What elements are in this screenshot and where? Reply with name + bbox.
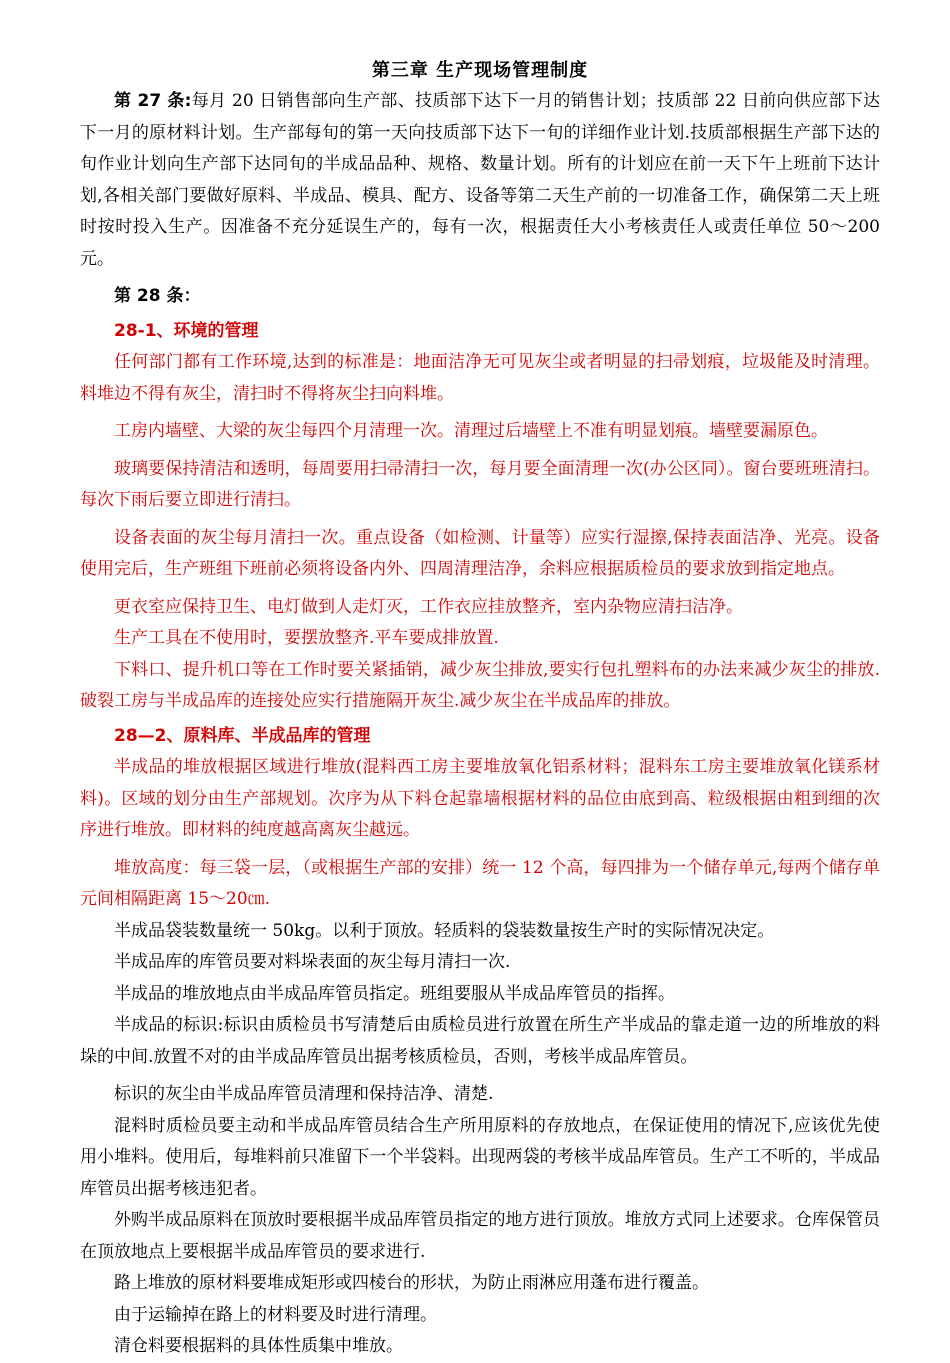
section-28-1-para: 生产工具在不使用时，要摆放整齐.平车要成排放置. xyxy=(114,628,499,648)
section-28-1-para: 玻璃要保持清洁和透明，每周要用扫帚清扫一次，每月要全面清理一次(办公区同）。窗台要班班清扫。每次下雨后要立即进行清扫。 xyxy=(80,458,880,510)
article-27-text: 每月 20 日销售部向生产部、技质部下达下一月的销售计划；技质部 22 日前向供应部下达下一月的原材料计划。生产部每旬的第一天向技质部下达下一旬的详细作业计划.技质部根据生产部下达的旬作业计划向生产部下达同旬的半成品品种、规格、数量计划。所有的计划应在前一天下午上班前下达计划,各相关部门要做好原料、半成品、模具、配方、设备等第二天生产前的一切准备工作，确保第二天上班时按时投入生产。因准备不充分延误生产的，每有一次，根据责任大小考核责任人或责任单位 50～200 元。 xyxy=(80,91,880,269)
section-28-2-para: 路上堆放的原材料要堆成矩形或四棱台的形状，为防止雨淋应用蓬布进行覆盖。 xyxy=(114,1273,709,1293)
section-28-2-heading: 28—2、原料库、半成品库的管理 xyxy=(114,725,371,746)
article-28-label: 第 28 条： xyxy=(114,286,201,306)
article-28 xyxy=(80,281,880,313)
section-28-2-para: 混料时质检员要主动和半成品库管员结合生产所用原料的存放地点，在保证使用的情况下,应该优先使用小堆料。使用后，每堆料前只准留下一个半袋料。出现两袋的考核半成品库管员。生产工不听的，半成品库管员出据考核违犯者。 xyxy=(80,1115,880,1199)
document-page xyxy=(80,56,880,1363)
section-28-2-para: 堆放高度：每三袋一层，（或根据生产部的安排）统一 12 个高，每四排为一个储存单元,每两个储存单元间相隔距离 15～20㎝. xyxy=(80,857,880,909)
section-28-2-para: 半成品袋装数量统一 50kg。以利于顶放。轻质料的袋装数量按生产时的实际情况决定。 xyxy=(114,920,775,941)
section-28-1-para: 更衣室应保持卫生、电灯做到人走灯灭，工作衣应挂放整齐，室内杂物应清扫洁净。 xyxy=(114,596,743,617)
chapter-title: 第三章 生产现场管理制度 xyxy=(371,60,589,81)
section-28-2-para: 外购半成品原料在顶放时要根据半成品库管员指定的地方进行顶放。堆放方式同上述要求。仓库保管员在顶放地点上要根据半成品库管员的要求进行. xyxy=(80,1210,880,1262)
section-28-1-para: 工房内墙壁、大梁的灰尘每四个月清理一次。清理过后墙壁上不准有明显划痕。墙壁要漏原色。 xyxy=(114,421,828,441)
section-28-2-para: 标识的灰尘由半成品库管员清理和保持洁净、清楚. xyxy=(114,1084,494,1104)
section-28-1-para: 设备表面的灰尘每月清扫一次。重点设备（如检测、计量等）应实行湿擦,保持表面洁净、光亮。设备使用完后，生产班组下班前必须将设备内外、四周清理洁净，余料应根据质检员的要求放到指定地点。 xyxy=(80,527,880,579)
section-28-1-para: 下料口、提升机口等在工作时要关紧插销，减少灰尘排放,要实行包扎塑料布的办法来减少灰尘的排放.破裂工房与半成品库的连接处应实行措施隔开灰尘.减少灰尘在半成品库的排放。 xyxy=(80,659,880,711)
section-28-1-para: 任何部门都有工作环境,达到的标准是：地面洁净无可见灰尘或者明显的扫帚划痕，垃圾能及时清理。料堆边不得有灰尘，清扫时不得将灰尘扫向料堆。 xyxy=(80,352,880,404)
article-27-label: 第 27 条: xyxy=(114,91,192,111)
section-28-2-para: 半成品的标识:标识由质检员书写清楚后由质检员进行放置在所生产半成品的靠走道一边的所堆放的料垛的中间.放置不对的由半成品库管员出据考核质检员，否则，考核半成品库管员。 xyxy=(80,1015,880,1067)
section-28-2-para: 半成品的堆放地点由半成品库管员指定。班组要服从半成品库管员的指挥。 xyxy=(114,983,675,1004)
section-28-2-para: 由于运输掉在路上的材料要及时进行清理。 xyxy=(114,1304,437,1325)
section-28-2-para: 半成品的堆放根据区域进行堆放(混料西工房主要堆放氧化铝系材料；混料东工房主要堆放氧化镁系材料)。区域的划分由生产部规划。次序为从下料仓起靠墙根据材料的品位由底到高、粒级根据由粗到细的次序进行堆放。即材料的纯度越高离灰尘越远。 xyxy=(80,757,880,840)
article-27 xyxy=(80,86,880,275)
section-28-1-heading: 28-1、环境的管理 xyxy=(114,320,259,341)
section-28-2-para: 清仓料要根据料的具体性质集中堆放。 xyxy=(114,1336,403,1356)
section-28-2-para: 半成品库的库管员要对料垛表面的灰尘每月清扫一次. xyxy=(114,952,511,972)
